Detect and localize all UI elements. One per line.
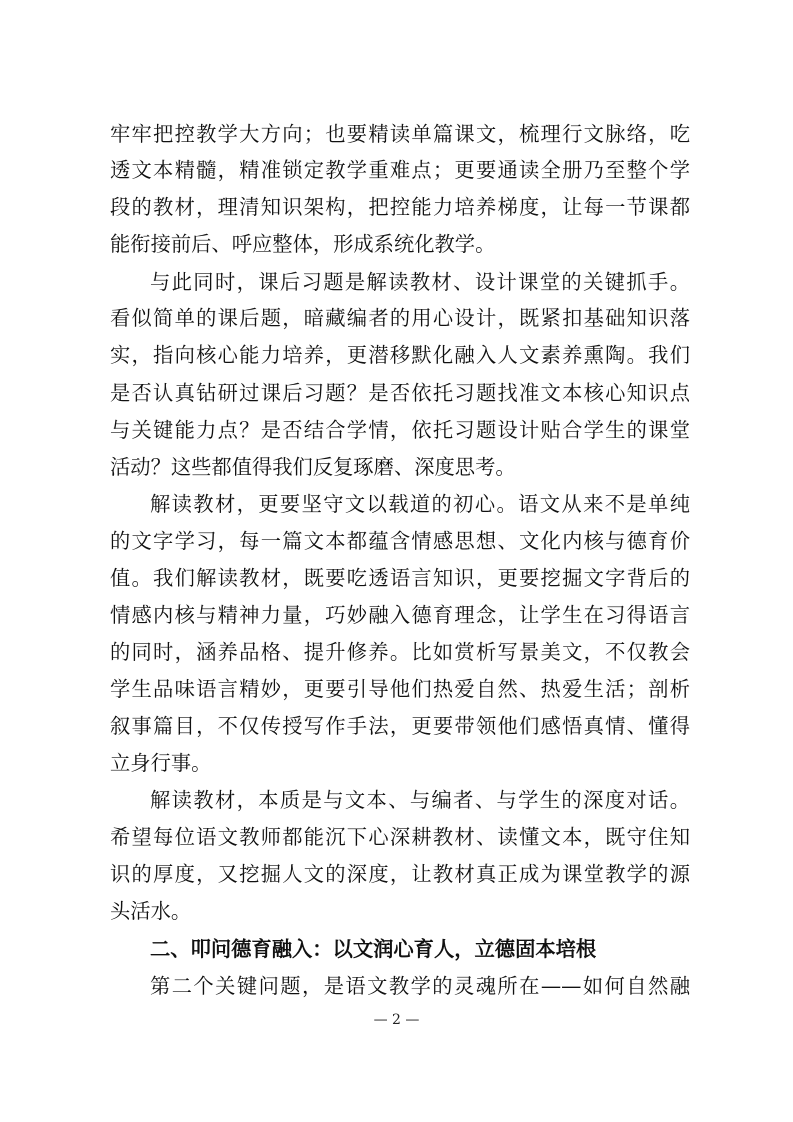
- paragraph-line: 与此同时，课后习题是解读教材、设计课堂的关键抓手。: [150, 270, 690, 294]
- paragraph-line: 的同时，涵养品格、提升修养。比如赏析写景美文，不仅教会: [110, 640, 690, 664]
- page-number: — 2 —: [373, 1012, 420, 1028]
- paragraph-line: 实，指向核心能力培养，更潜移默化融入人文素养熏陶。我们: [110, 343, 690, 367]
- paragraph-line: 解读教材，本质是与文本、与编者、与学生的深度对话。: [150, 788, 690, 812]
- paragraph-line: 头活水。: [110, 899, 192, 923]
- section-heading: 二、叩问德育融入：以文润心育人，立德固本培根: [150, 937, 597, 961]
- paragraph-line: 情感内核与精神力量，巧妙融入德育理念，让学生在习得语言: [110, 603, 690, 627]
- paragraph-line: 叙事篇目，不仅传授写作手法，更要带领他们感悟真情、懂得: [110, 714, 690, 738]
- paragraph-line: 能衔接前后、呼应整体，形成系统化教学。: [110, 232, 496, 256]
- paragraph-line: 识的厚度，又挖掘人文的深度，让教材真正成为课堂教学的源: [110, 862, 690, 886]
- paragraph-line: 看似简单的课后题，暗藏编者的用心设计，既紧扣基础知识落: [110, 306, 690, 330]
- paragraph-line: 活动？这些都值得我们反复琢磨、深度思考。: [110, 455, 516, 479]
- paragraph-line: 解读教材，更要坚守文以载道的初心。语文从来不是单纯: [150, 492, 690, 516]
- paragraph-line: 立身行事。: [110, 751, 212, 775]
- paragraph-line: 第二个关键问题，是语文教学的灵魂所在——如何自然融: [150, 974, 690, 998]
- paragraph-line: 牢牢把控教学大方向；也要精读单篇课文，梳理行文脉络，吃: [110, 122, 690, 146]
- paragraph-line: 的文字学习，每一篇文本都蕴含情感思想、文化内核与德育价: [110, 529, 690, 553]
- paragraph-line: 学生品味语言精妙，更要引导他们热爱自然、热爱生活；剖析: [110, 677, 690, 701]
- paragraph-line: 透文本精髓，精准锁定教学重难点；更要通读全册乃至整个学: [110, 158, 690, 182]
- paragraph-line: 段的教材，理清知识架构，把控能力培养梯度，让每一节课都: [110, 195, 690, 219]
- paragraph-line: 值。我们解读教材，既要吃透语言知识，更要挖掘文字背后的: [110, 566, 690, 590]
- paragraph-line: 是否认真钻研过课后习题？是否依托习题找准文本核心知识点: [110, 381, 690, 405]
- paragraph-line: 与关键能力点？是否结合学情，依托习题设计贴合学生的课堂: [110, 418, 690, 442]
- paragraph-line: 希望每位语文教师都能沉下心深耕教材、读懂文本，既守住知: [110, 825, 690, 849]
